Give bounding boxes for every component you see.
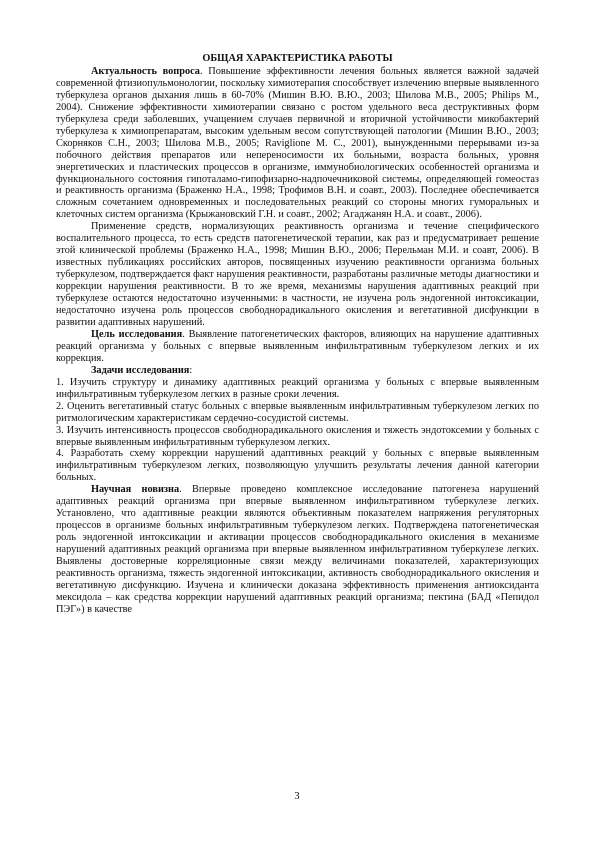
therapy-paragraph: Применение средств, нормализующих реактивность организма и течение специфического воспалительного процесса, то есть средств патогенетической терапии, как раз и предусматривает решение этой клинической проблемы (Браженко Н.А., 1998; Мишин В.Ю., 2006; Перельман М.И. и соавт, 2006). В известных публикациях российских авторов, посвященных изучению реактивности организма больных туберкулезом, подтверждается факт нарушения реактивности, разработаны различные методы диагностики и коррекции нарушения реактивности. В то же время, механизмы нарушения адаптивных реакций при туберкулезе остаются недостаточно изученными: в частности, не изучена роль эндогенной интоксикации, недостаточно изучена роль процессов свободнорадикального окисления и вегетативной дисфункции в развитии адаптивных нарушений.	[56, 221, 539, 328]
document-page	[56, 53, 539, 616]
novelty-text: . Впервые проведено комплексное исследование патогенеза нарушений адаптивных реакций организма при впервые выявленном инфильтративном туберкулезе легких. Установлено, что адаптивные реакции являются объективным показателем напряжения регуляторных процессов в организме больных инфильтративным туберкулезом легких. Подтверждена патогенетическая роль эндогенной интоксикации и активации процессов свободнорадикального окисления в механизме нарушений адаптивных реакций организма при впервые выявленном инфильтративном туберкулезе легких. Выявлены достоверные корреляционные связи между величинами показателей, характеризующих реактивность организма, тяжесть эндогенной интоксикации, активность свободнорадикального окисления и вегетативную дисфункцию. Изучена и клинически доказана эффективность применения антиоксиданта мексидола – как средства коррекции нарушений адаптивных реакций организма; пектина (БАД «Пепидол ПЭГ») в качестве	[56, 484, 539, 615]
task-item: 3. Изучить интенсивность процессов свободнорадикального окисления и тяжесть эндотоксемии у больных с впервые выявленным инфильтративным туберкулезом легких.	[56, 424, 539, 448]
goal-text: . Выявление патогенетических факторов, влияющих на нарушение адаптивных реакций организма у больных с впервые выявленным инфильтративным туберкулезом легких и их коррекция.	[56, 328, 539, 364]
relevance-label: Актуальность вопроса	[91, 65, 200, 77]
tasks-label: Задачи исследования	[91, 364, 190, 376]
page-heading: ОБЩАЯ ХАРАКТЕРИСТИКА РАБОТЫ	[202, 53, 393, 64]
tasks-colon: :	[189, 364, 193, 376]
goal-paragraph	[56, 329, 539, 365]
task-item: 2. Оценить вегетативный статус больных с впервые выявленным инфильтративным туберкулезом легких по ритмологическим характеристикам сердечно-сосудистой системы.	[56, 400, 539, 424]
task-item: 1. Изучить структуру и динамику адаптивных реакций организма у больных с впервые выявленным инфильтративным туберкулезом легких в разные сроки лечения.	[56, 376, 539, 400]
tasks-heading	[56, 365, 539, 377]
novelty-paragraph	[56, 484, 539, 615]
page-number: 3	[294, 791, 300, 802]
relevance-paragraph	[56, 66, 539, 221]
novelty-label: Научная новизна	[91, 484, 180, 496]
goal-label: Цель исследования	[91, 328, 183, 340]
relevance-text: . Повышение эффективности лечения больных является важной задачей современной фтизиопульмонологии, поскольку химиотерапия способствует излечению впервые выявленного туберкулеза органов дыхания лишь в 60-70% (Мишин В.Ю. В.Ю., 2003; Шилова М.В., 2005; Philips M., 2004). Снижение эффективности химиотерапии связано с ростом удельного веса деструктивных форм туберкулеза среди заболевших, учащением случаев первичной и вторичной устойчивости микобактерий туберкулеза к химиопрепаратам, высоким удельным весом сопутствующей патологии (Мишин В.Ю., 2003; Скорняков С.Н., 2003; Шилова М.В., 2005; Raviglione M. C., 2001), вынужденными перерывами из-за побочного действия препаратов или непереносимости их больными, возраста больных, уровня энергетических и пластических процессов в организме, иммунобиологических особенностей организма и функционального состояния гипоталамо-гипофизарно-надпочечниковой системы, определяющей гомеостаз и реактивность организма (Браженко Н.А., 1998; Трофимов В.Н. и соавт., 2003). Последнее обеспечивается сложным сочетанием одновременных и последовательных реакций со стороны многих гуморальных и клеточных систем организма (Крыжановский Г.Н. и соавт., 2002; Агаджанян Н.А. и соавт., 2006).	[56, 65, 539, 221]
task-item: 4. Разработать схему коррекции нарушений адаптивных реакций у больных с впервые выявленным инфильтративным туберкулезом легких, позволяющую улучшить результаты лечения данной категории больных.	[56, 448, 539, 484]
